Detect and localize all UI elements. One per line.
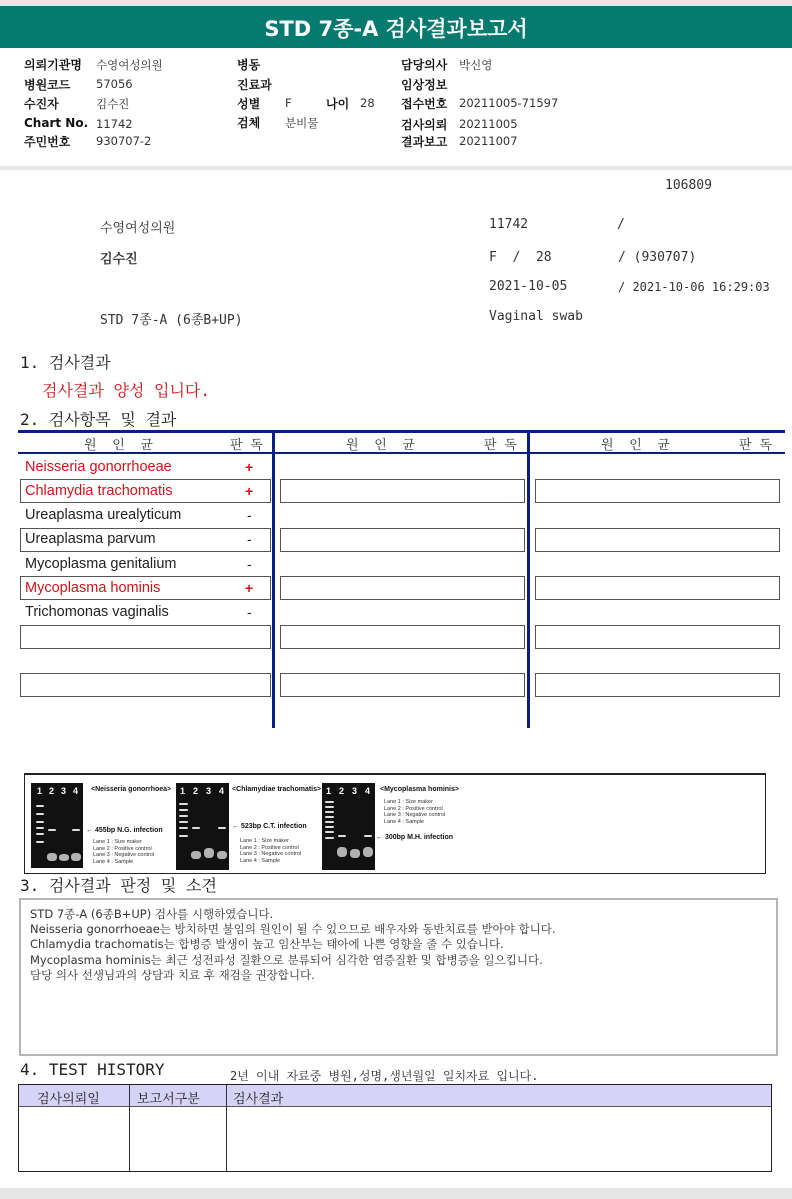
history-table bbox=[18, 1084, 772, 1172]
request-date-value: 20211005 bbox=[459, 117, 518, 131]
report-date-value: 20211007 bbox=[459, 134, 518, 148]
bottom-strip bbox=[0, 1188, 792, 1199]
ladder-band bbox=[179, 803, 188, 805]
cell-box bbox=[280, 479, 525, 503]
legend-line: Lane 4 : Sample bbox=[384, 818, 425, 825]
gel-title: <Chlamydiae trachomatis> bbox=[232, 786, 322, 793]
gel-title: <Neisseria gonorrhoea> bbox=[91, 786, 172, 793]
institution-label: 의뢰기관명 bbox=[24, 58, 82, 72]
ladder-band bbox=[325, 811, 334, 813]
institution-value: 수영여성의원 bbox=[96, 58, 163, 72]
primer-blob bbox=[71, 853, 81, 861]
department-field bbox=[237, 76, 272, 93]
pathogen-result: + bbox=[245, 459, 254, 475]
doctor-field bbox=[401, 56, 493, 73]
primer-blob bbox=[204, 848, 214, 858]
primer-blob bbox=[59, 854, 69, 861]
col-pathogen-2: 원 인 균 bbox=[346, 438, 415, 453]
pathogen-name: Ureaplasma urealyticum bbox=[25, 507, 182, 523]
lane-number: 2 bbox=[193, 786, 199, 796]
sample-band bbox=[338, 835, 346, 837]
section2-heading: 2. 검사항목 및 결과 bbox=[20, 410, 177, 429]
summary-specimen: Vaginal swab bbox=[489, 309, 583, 324]
pathogen-name: Ureaplasma parvum bbox=[25, 531, 156, 547]
col-pathogen-1: 원 인 균 bbox=[84, 438, 153, 453]
summary-birth: / (930707) bbox=[618, 250, 697, 265]
ladder-band bbox=[325, 831, 334, 833]
report-code: 106809 bbox=[665, 178, 712, 193]
legend-line: Lane 1 : Size maker bbox=[240, 838, 289, 844]
gel-legend bbox=[384, 799, 445, 825]
chart-no-value: 11742 bbox=[96, 117, 133, 131]
pathogen-result: - bbox=[247, 556, 252, 572]
lane-number: 1 bbox=[326, 786, 332, 796]
table-divider-2 bbox=[527, 430, 530, 728]
pathogen-name: Trichomonas vaginalis bbox=[25, 604, 169, 620]
gel-legend bbox=[240, 838, 301, 864]
resident-no-value: 930707-2 bbox=[96, 134, 152, 148]
ladder-band bbox=[179, 835, 188, 837]
receipt-no-label: 접수번호 bbox=[401, 97, 448, 111]
summary-patient-name: 김수진 bbox=[100, 252, 138, 267]
report-title: STD 7종-A 검사결과보고서 bbox=[0, 6, 792, 48]
recipient-field bbox=[24, 95, 130, 112]
cell-box bbox=[20, 673, 271, 697]
report-date-field bbox=[401, 133, 518, 150]
request-date-label: 검사의뢰 bbox=[401, 118, 448, 132]
sample-band bbox=[192, 827, 200, 829]
legend-line: Lane 3 : Negative control bbox=[240, 851, 302, 857]
primer-blob bbox=[350, 849, 360, 858]
pathogen-name: Neisseria gonorrhoeae bbox=[25, 459, 172, 475]
ladder-band bbox=[36, 833, 44, 835]
clinical-info-label: 임상정보 bbox=[401, 78, 448, 92]
pathogen-result: - bbox=[247, 604, 252, 620]
cell-box bbox=[280, 576, 525, 600]
report-date-label: 결과보고 bbox=[401, 135, 448, 149]
summary-chart-no: 11742 bbox=[489, 217, 529, 232]
receipt-no-field bbox=[401, 95, 559, 112]
pathogen-name: Mycoplasma genitalium bbox=[25, 556, 177, 572]
lane-number: 4 bbox=[73, 786, 79, 796]
table-top-rule bbox=[18, 430, 785, 433]
comment-line: Mycoplasma hominis는 최근 성전파성 질환으로 분류되어 심각한 염증질환 및 합병증을 일으킵니다. bbox=[30, 953, 543, 967]
institution-field bbox=[24, 56, 163, 73]
col-result-1: 판 독 bbox=[230, 438, 263, 453]
pathogen-result: + bbox=[245, 580, 254, 596]
cell-box bbox=[535, 673, 780, 697]
legend-line: Lane 2 : Positive control bbox=[93, 845, 152, 852]
pathogen-result: - bbox=[247, 507, 252, 523]
specimen-value: 분비물 bbox=[285, 116, 319, 130]
summary-sex-age: F / 28 bbox=[489, 250, 552, 265]
cell-box bbox=[20, 625, 271, 649]
pathogen-result: + bbox=[245, 483, 254, 499]
legend-line: Lane 3 : Negative control bbox=[93, 852, 155, 858]
history-header-row bbox=[19, 1085, 771, 1107]
col-result-2: 판 독 bbox=[484, 438, 517, 453]
ladder-band bbox=[179, 821, 188, 823]
ladder-band bbox=[325, 821, 334, 823]
request-date-field bbox=[401, 116, 518, 133]
gel-legend bbox=[93, 839, 154, 865]
pathogen-result: - bbox=[247, 531, 252, 547]
comment-line: Neisseria gonorrhoeae는 방치하면 불임의 원인이 될 수 있으므로 배우자와 동반치료를 받아야 합니다. bbox=[30, 922, 556, 936]
cell-box bbox=[535, 576, 780, 600]
sample-band bbox=[48, 829, 56, 831]
cell-box bbox=[280, 625, 525, 649]
department-label: 진료과 bbox=[237, 78, 272, 92]
ladder-band bbox=[179, 809, 188, 811]
gel-title: <Mycoplasma hominis> bbox=[380, 786, 459, 793]
summary-collect-date: 2021-10-05 bbox=[489, 279, 568, 294]
sample-band bbox=[218, 827, 226, 829]
ladder-band bbox=[325, 837, 334, 839]
legend-line: Lane 2 : Positive control bbox=[240, 844, 299, 851]
lane-number: 3 bbox=[352, 786, 358, 796]
section4-heading: 4. TEST HISTORY bbox=[20, 1060, 165, 1079]
lane-number: 4 bbox=[365, 786, 371, 796]
cell-box bbox=[280, 528, 525, 552]
table-divider-1 bbox=[272, 430, 275, 728]
lane-number: 3 bbox=[61, 786, 67, 796]
gel-image-ct bbox=[176, 783, 229, 870]
cell-box bbox=[535, 528, 780, 552]
history-col-result: 검사결과 bbox=[233, 1092, 284, 1107]
legend-line: Lane 1 : Size maker bbox=[384, 799, 433, 805]
gel-band-label: ← 455bp N.G. infection bbox=[86, 827, 163, 834]
ladder-band bbox=[36, 805, 44, 807]
col-result-3: 판 독 bbox=[739, 438, 772, 453]
specimen-field bbox=[237, 114, 319, 131]
history-note: 2년 이내 자료중 병원,성명,생년월일 일치자료 입니다. bbox=[230, 1069, 539, 1083]
ladder-band bbox=[36, 841, 44, 843]
ladder-band bbox=[325, 806, 334, 808]
summary-report-datetime: / 2021-10-06 16:29:03 bbox=[618, 280, 770, 294]
ward-field bbox=[237, 56, 260, 73]
history-col-report-type: 보고서구분 bbox=[137, 1092, 200, 1107]
ladder-band bbox=[36, 813, 44, 815]
comment-line: STD 7종-A (6종B+UP) 검사를 시행하였습니다. bbox=[30, 907, 274, 921]
lane-number: 2 bbox=[339, 786, 345, 796]
primer-blob bbox=[191, 851, 201, 859]
comment-line: 담당 의사 선생님과의 상담과 치료 후 재검을 권장합니다. bbox=[30, 968, 315, 982]
primer-blob bbox=[217, 851, 227, 859]
cell-box bbox=[535, 479, 780, 503]
history-col-divider bbox=[129, 1085, 130, 1171]
legend-line: Lane 3 : Negative control bbox=[384, 812, 446, 818]
col-pathogen-3: 원 인 균 bbox=[601, 438, 670, 453]
legend-line: Lane 2 : Positive control bbox=[384, 805, 443, 812]
cell-box bbox=[535, 625, 780, 649]
sample-band bbox=[364, 835, 372, 837]
doctor-value: 박신영 bbox=[459, 58, 493, 72]
age-field bbox=[326, 95, 375, 112]
receipt-no-value: 20211005-71597 bbox=[459, 96, 559, 110]
age-value: 28 bbox=[360, 96, 375, 110]
specimen-label: 검체 bbox=[237, 116, 261, 130]
hospital-code-label: 병원코드 bbox=[24, 78, 71, 92]
section3-heading: 3. 검사결과 판정 및 소견 bbox=[20, 876, 217, 895]
sex-value: F bbox=[285, 96, 292, 110]
history-col-request-date: 검사의뢰일 bbox=[37, 1092, 100, 1107]
hospital-code-field bbox=[24, 76, 133, 93]
ward-label: 병동 bbox=[237, 58, 261, 72]
ladder-band bbox=[36, 827, 44, 829]
gel-image-mh bbox=[322, 783, 375, 870]
gel-image-ng bbox=[31, 783, 83, 868]
lane-number: 1 bbox=[180, 786, 186, 796]
legend-line: Lane 1 : Size maker bbox=[93, 839, 142, 845]
section1-heading: 1. 검사결과 bbox=[20, 353, 111, 372]
gel-band-label: ← 523bp C.T. infection bbox=[232, 823, 307, 830]
pathogen-name: Chlamydia trachomatis bbox=[25, 483, 173, 499]
sex-field bbox=[237, 95, 292, 112]
ladder-band bbox=[325, 826, 334, 828]
primer-blob bbox=[363, 847, 373, 857]
primer-blob bbox=[47, 853, 57, 861]
comment-line: Chlamydia trachomatis는 합병증 발생이 높고 임산부는 태아에 나쁜 영향을 줄 수 있습니다. bbox=[30, 937, 504, 951]
lane-number: 1 bbox=[37, 786, 43, 796]
header-separator bbox=[0, 166, 792, 170]
summary-test-name: STD 7종-A (6종B+UP) bbox=[100, 313, 243, 328]
ladder-band bbox=[325, 801, 334, 803]
summary-institution: 수영여성의원 bbox=[100, 221, 176, 236]
resident-no-label: 주민번호 bbox=[24, 135, 71, 149]
recipient-value: 김수진 bbox=[96, 97, 130, 111]
ladder-band bbox=[179, 827, 188, 829]
legend-line: Lane 4 : Sample bbox=[240, 857, 281, 864]
chart-no-label: Chart No. bbox=[24, 116, 89, 130]
age-label: 나이 bbox=[326, 97, 350, 111]
sample-band bbox=[72, 829, 80, 831]
summary-slash: / bbox=[617, 217, 625, 232]
clinical-info-field bbox=[401, 76, 447, 93]
hospital-code-value: 57056 bbox=[96, 77, 133, 91]
legend-line: Lane 4 : Sample bbox=[93, 858, 134, 865]
doctor-label: 담당의사 bbox=[401, 58, 448, 72]
ladder-band bbox=[325, 816, 334, 818]
positive-result-text: 검사결과 양성 입니다. bbox=[42, 381, 211, 400]
chart-no-field bbox=[24, 116, 133, 131]
sex-label: 성별 bbox=[237, 97, 261, 111]
ladder-band bbox=[36, 821, 44, 823]
primer-blob bbox=[337, 847, 347, 857]
history-col-divider bbox=[226, 1085, 227, 1171]
lane-number: 4 bbox=[219, 786, 225, 796]
resident-no-field bbox=[24, 133, 152, 150]
gel-band-label: ← 300bp M.H. infection bbox=[376, 834, 454, 841]
pathogen-name: Mycoplasma hominis bbox=[25, 580, 161, 596]
lane-number: 2 bbox=[49, 786, 55, 796]
cell-box bbox=[280, 673, 525, 697]
lane-number: 3 bbox=[206, 786, 212, 796]
ladder-band bbox=[179, 815, 188, 817]
recipient-label: 수진자 bbox=[24, 97, 59, 111]
